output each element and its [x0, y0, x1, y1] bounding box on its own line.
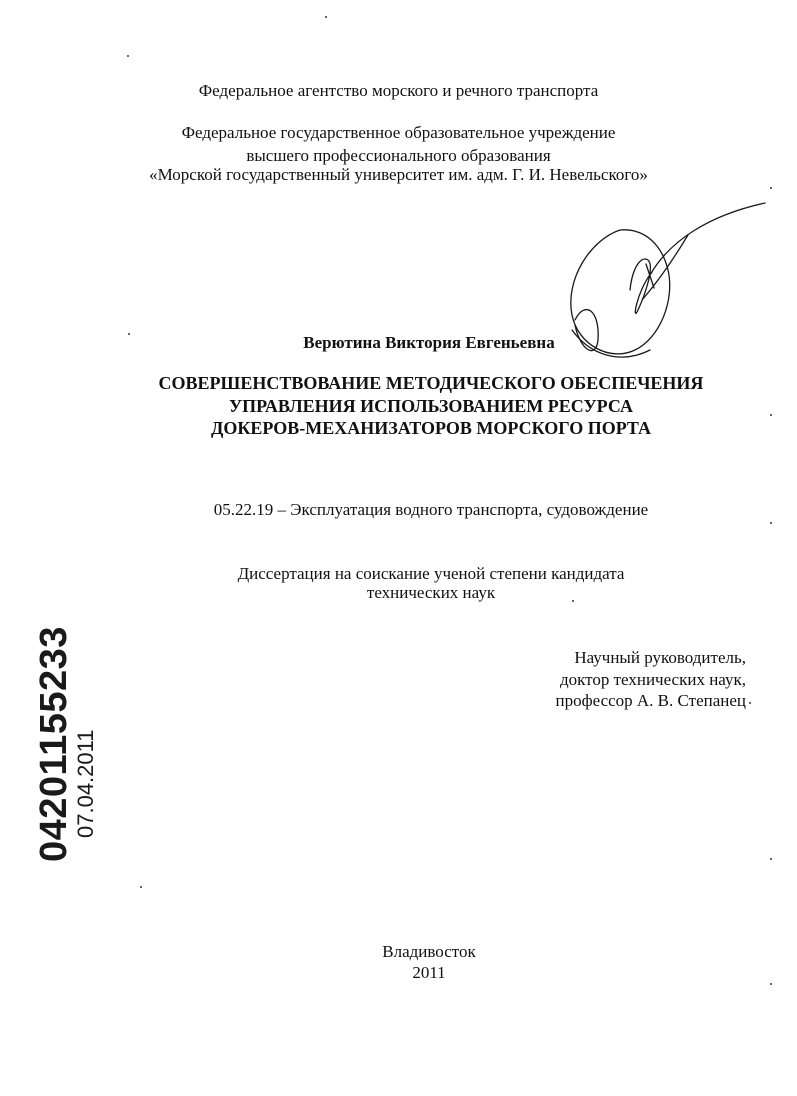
year: 2011: [412, 963, 446, 982]
author-name: Верютина Виктория Евгеньевна: [303, 333, 555, 352]
institution-line-1: Федеральное государственное образовательное учреждение: [181, 123, 616, 142]
scan-speck: [770, 414, 772, 416]
specialty-code: 05.22.19 – Эксплуатация водного транспорта, судовождение: [213, 500, 649, 519]
dissertation-line-1: Диссертация на соискание ученой степени кандидата: [237, 564, 625, 583]
scan-speck: [325, 16, 327, 18]
stamp-date: 07.04.2011: [73, 729, 98, 838]
dissertation-line-2: технических наук: [366, 583, 496, 602]
scan-speck: [770, 858, 772, 860]
scan-speck: [770, 983, 772, 985]
stamp-number: 04201155233: [33, 626, 75, 862]
title-line-3: ДОКЕРОВ-МЕХАНИЗАТОРОВ МОРСКОГО ПОРТА: [210, 418, 652, 438]
scan-speck: [749, 702, 751, 704]
supervisor-line-3: профессор А. В. Степанец: [555, 691, 746, 710]
title-line-1: СОВЕРШЕНСТВОВАНИЕ МЕТОДИЧЕСКОГО ОБЕСПЕЧЕНИЯ: [158, 373, 704, 393]
scan-speck: [770, 522, 772, 524]
institution-line-2: высшего профессионального образования: [246, 146, 551, 165]
supervisor-line-1: Научный руководитель,: [574, 648, 746, 667]
institution-line-3: «Морской государственный университет им. адм. Г. И. Невельского»: [149, 165, 648, 184]
scan-speck: [572, 600, 574, 602]
scan-speck: [140, 886, 142, 888]
city: Владивосток: [382, 942, 476, 961]
supervisor-line-2: доктор технических наук,: [559, 670, 746, 689]
scan-speck: [127, 55, 129, 57]
agency-name: Федеральное агентство морского и речного транспорта: [198, 81, 599, 100]
scan-speck: [770, 187, 772, 189]
title-line-2: УПРАВЛЕНИЯ ИСПОЛЬЗОВАНИЕМ РЕСУРСА: [228, 396, 634, 416]
scan-speck: [128, 333, 130, 335]
